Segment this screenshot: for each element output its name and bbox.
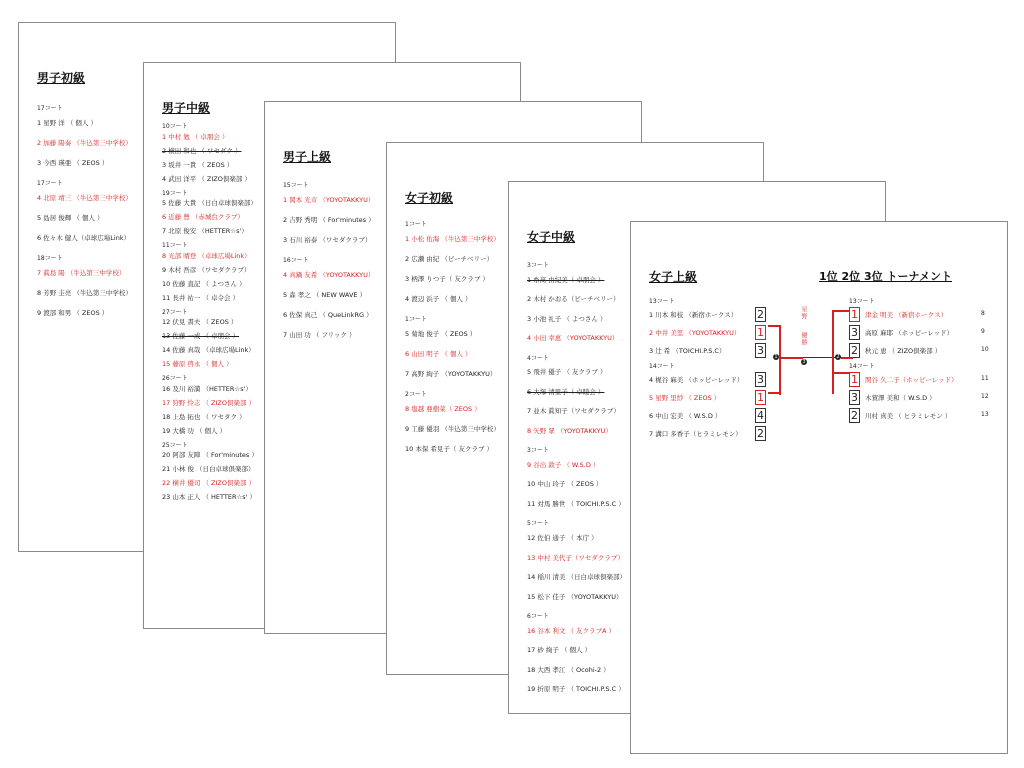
sheet-title: 男子上級 <box>283 150 332 164</box>
bracket-line <box>832 310 850 312</box>
player-entry: 6 佐保 真己 （ QueLinkRG ） <box>283 311 373 319</box>
seed-number: 13 <box>981 411 989 418</box>
seed-number: 8 <box>981 310 985 317</box>
court-label: 1コート <box>405 221 427 228</box>
sheet-girls-advanced <box>630 221 1008 754</box>
player-entry: 2 加藤 陽奏 （牛込第三中学校） <box>37 139 132 147</box>
court-label: 3コート <box>527 447 549 455</box>
sheet-title: 男子初級 <box>37 71 86 85</box>
court-label: 15コート <box>283 182 309 189</box>
court-label: 14コート <box>849 363 875 370</box>
seed-number: 9 <box>981 328 985 335</box>
player-entry: 5 菊地 俊子 （ ZEOS ） <box>405 330 477 338</box>
player-entry: 12 佐伯 通子 （ 本庁 ） <box>527 534 598 542</box>
court-label: 13コート <box>849 298 875 305</box>
bracket-line <box>779 325 781 395</box>
rank-box: 2 <box>851 409 858 422</box>
player-entry: 5 佐藤 大貴 （日白卓球倶楽部） <box>162 199 257 207</box>
player-entry: 23 山本 正人 （ HETTER☆s' ） <box>162 493 257 501</box>
court-label: 3コート <box>527 262 549 269</box>
player-entry: 2 木村 かおる（ビーチベリー） <box>527 295 620 304</box>
player-entry: 2 広瀬 由紀 （ビーチベリー） <box>405 255 494 263</box>
sheet-title: 女子中級 <box>527 230 576 244</box>
sheet-title: 男子中級 <box>162 101 211 115</box>
bracket-line <box>832 310 834 394</box>
player-entry: 4 武田 洋平 （ ZIZO倶楽部 ） <box>162 174 251 183</box>
rank-box: 2 <box>851 344 858 357</box>
seed-number: 11 <box>981 375 989 382</box>
player-entry: 秋元 恵 （ ZIZO倶楽部 ） <box>865 347 942 355</box>
player-entry: 7 北原 俊安 （HETTER☆s'） <box>162 227 248 235</box>
player-entry: 8 矢野 眾 （YOYOTAKKYU） <box>527 426 612 435</box>
player-entry: 2 中井 美里 （YOYOTAKKYU） <box>649 329 741 337</box>
player-entry: 12 伏見 書夫 （ ZEOS ） <box>162 318 238 326</box>
winner-label: 星野 <box>800 306 807 320</box>
player-entry: 4 梶谷 麻美 （ホッピーレッド） <box>649 376 744 384</box>
court-label: 13コート <box>649 298 675 305</box>
player-entry: 14 佐藤 真哉 （卓球広場Link） <box>162 346 255 354</box>
player-entry: 3 石川 裕泰 （ワセダクラブ） <box>283 236 372 244</box>
player-entry: 1 岡本 光市 （YOYOTAKKYU） <box>283 196 375 204</box>
player-entry: 津金 明美 （新宿ホークス） <box>865 311 948 319</box>
player-entry: 11 長井 祐一 （ 卓令会 ） <box>162 293 240 302</box>
player-entry: 高原 麻耶 （ホッピーレッド） <box>865 329 954 337</box>
player-entry: 19 大橋 功 （ 個人 ） <box>162 426 227 435</box>
court-label: 25コート <box>162 441 188 449</box>
court-label: 1コート <box>405 316 427 323</box>
player-entry: 3 小池 礼子 （ よつさん ） <box>527 314 607 323</box>
seed-marker: 3 <box>802 359 806 365</box>
player-entry: 9 木村 吾彦 （ワセダクラブ） <box>162 265 251 274</box>
rank-box: 2 <box>757 427 764 440</box>
seed-number: 12 <box>981 393 989 400</box>
player-entry: 6 佐々木 健人（卓球広場Link） <box>37 234 131 242</box>
player-entry: 11 対馬 勝世 （ TOICHI.P.S.C ） <box>527 499 625 508</box>
player-entry: 4 渡辺 浜子 （ 個人 ） <box>405 295 472 303</box>
rank-box: 3 <box>757 373 764 386</box>
player-entry: 1 糸髙 由紀美（ 卓朋会 ） <box>527 275 605 284</box>
player-entry: 2 吉野 秀明 （ For'minutes ） <box>283 216 375 224</box>
rank-box: 2 <box>757 308 764 321</box>
court-label: 17コート <box>37 180 63 187</box>
player-entry: 4 小田 幸恵 （YOYOTAKKYU） <box>527 334 619 343</box>
player-entry: 9 工藤 優羽 （牛込第三中学校） <box>405 425 500 433</box>
player-entry: 3 柄澤 りつ子（ 友クラブ ） <box>405 275 489 283</box>
rank-box: 1 <box>851 308 858 321</box>
player-entry: 15 藤原 啓永 （ 個人 ） <box>162 360 233 368</box>
player-entry: 木賀澤 美和（ W.S.D ） <box>865 394 936 402</box>
court-label: 6コート <box>527 613 549 620</box>
player-entry: 1 中村 勉 （ 卓朋会 ） <box>162 132 229 141</box>
sheet-title: 女子初級 <box>405 191 454 205</box>
player-entry: 9 谷出 敦子 （ W.S.D ） <box>527 460 600 469</box>
player-entry: 8 芳野 圭亮 （牛込第三中学校） <box>37 289 132 297</box>
player-entry: 10 佐藤 直記 （ よつさん ） <box>162 279 246 288</box>
player-entry: 川村 真美 （ ヒラミレモン ） <box>865 412 952 420</box>
player-entry: 5 飛井 優子 （ 友クラブ ） <box>527 368 607 377</box>
player-entry: 7 並木 眞知子（ワセダクラブ） <box>527 407 620 416</box>
player-entry: 6 大塚 清里子（ 卓睦会 ） <box>527 387 605 396</box>
rank-box: 1 <box>757 326 764 339</box>
player-entry: 18 大西 孝江 （ Ocohi-2 ） <box>527 665 610 674</box>
player-entry: 18 上島 拓也 （ ワセタク ） <box>162 412 246 421</box>
player-entry: 5 森 孝之 （ NEW WAVE ） <box>283 291 367 299</box>
rank-box: 1 <box>757 391 764 404</box>
rank-box: 3 <box>851 326 858 339</box>
rank-box: 3 <box>851 391 858 404</box>
player-entry: 5 島居 俊輝 （ 個人 ） <box>37 214 104 222</box>
bracket-line <box>768 392 780 394</box>
player-entry: 6 中山 宏美 （ W.S.D ） <box>649 412 722 420</box>
player-entry: 20 阿部 友陣 （ For'minutes ） <box>162 451 258 459</box>
player-entry: 3 今西 瑛亜 （ ZEOS ） <box>37 159 109 167</box>
player-entry: 14 稲川 清美 （日白卓球倶楽部） <box>527 573 626 581</box>
player-entry: 7 山田 功 （ フリック ） <box>283 331 356 339</box>
rank-box: 3 <box>757 344 764 357</box>
champion-label: 優勝 <box>800 332 807 346</box>
court-label: 4コート <box>527 354 549 362</box>
court-label: 2コート <box>405 391 427 398</box>
rank-box: 4 <box>757 409 764 422</box>
bracket-line <box>832 372 850 374</box>
player-entry: 7 眞島 陽 （牛込第三中学校） <box>37 269 126 277</box>
court-label: 10コート <box>162 123 188 130</box>
player-entry: 4 北原 靖三 （牛込第三中学校） <box>37 194 132 202</box>
seed-number: 10 <box>981 346 989 353</box>
tournament-title: 1位 2位 3位 トーナメント <box>819 270 953 283</box>
court-label: 18コート <box>37 255 63 262</box>
player-entry: 19 折原 明子 （ TOICHI.P.S.C ） <box>527 685 625 694</box>
player-entry: 15 松下 佳子 （YOYOTAKKYU） <box>527 592 623 601</box>
player-entry: 22 横井 優司 （ ZIZO倶楽部 ） <box>162 479 256 487</box>
player-entry: 6 近藤 豊 （赤城台クラブ） <box>162 213 244 221</box>
player-entry: 10 本保 希見子（ 友クラブ ） <box>405 445 494 453</box>
player-entry: 関谷 久二子（ホッピーレッド） <box>865 376 958 384</box>
player-entry: 9 渡部 和男 （ ZEOS ） <box>37 309 109 317</box>
player-entry: 3 辻 希 （TOICHI.P.S.C） <box>649 347 726 355</box>
court-label: 16コート <box>283 257 309 264</box>
player-entry: 2 横田 和也 （ ワセダク ） <box>162 146 242 155</box>
player-entry: 1 小松 佑海 （牛込第三中学校） <box>405 235 500 243</box>
player-entry: 7 高野 絢子 （YOYOTAKKYU） <box>405 370 497 378</box>
player-entry: 1 星野 洋 （ 個人 ） <box>37 119 97 127</box>
seed-marker: 2 <box>836 354 840 360</box>
player-entry: 16 谷本 利文 （ 友クラブA ） <box>527 626 616 635</box>
court-label: 14コート <box>649 363 675 370</box>
player-entry: 10 中山 玲子 （ ZEOS ） <box>527 480 603 489</box>
bracket-line <box>841 357 853 359</box>
bracket-line <box>781 357 803 359</box>
player-entry: 17 砂 絢子 （ 個人 ） <box>527 646 592 655</box>
rank-box: 1 <box>851 373 858 386</box>
court-label: 17コート <box>37 105 63 112</box>
player-entry: 5 星野 里紗 （ ZEOS ） <box>649 394 721 402</box>
player-entry: 8 塩越 亜樹菜（ ZEOS ） <box>405 405 481 413</box>
player-entry: 3 坂井 一貴 （ ZEOS ） <box>162 160 234 169</box>
seed-marker: 1 <box>774 354 778 360</box>
court-label: 26コート <box>162 375 188 382</box>
sheet-title: 女子上級 <box>649 270 698 284</box>
player-entry: 6 山田 明子 （ 個人 ） <box>405 350 472 358</box>
player-entry: 8 光部 晴登 （卓球広場Link） <box>162 251 251 260</box>
player-entry: 17 狩野 怜志 （ ZIZO倶楽部 ） <box>162 398 256 407</box>
player-entry: 13 中村 美代子（ワセダクラブ） <box>527 553 624 562</box>
player-entry: 1 川本 和枝 （新宿ホークス） <box>649 311 738 319</box>
court-label: 5コート <box>527 520 549 528</box>
player-entry: 4 真鍋 友希 （YOYOTAKKYU） <box>283 271 375 279</box>
court-label: 11コート <box>162 242 188 249</box>
court-label: 19コート <box>162 189 188 197</box>
player-entry: 7 溝口 多香子（ヒラミレモン） <box>649 430 742 438</box>
player-entry: 13 佐藤 一成 （ 卓朋会 ） <box>162 332 240 340</box>
court-label: 27コート <box>162 308 188 316</box>
player-entry: 16 及川 裕満 （HETTER☆s'） <box>162 384 252 393</box>
player-entry: 21 小林 俊 （日白卓球倶楽部） <box>162 465 255 473</box>
